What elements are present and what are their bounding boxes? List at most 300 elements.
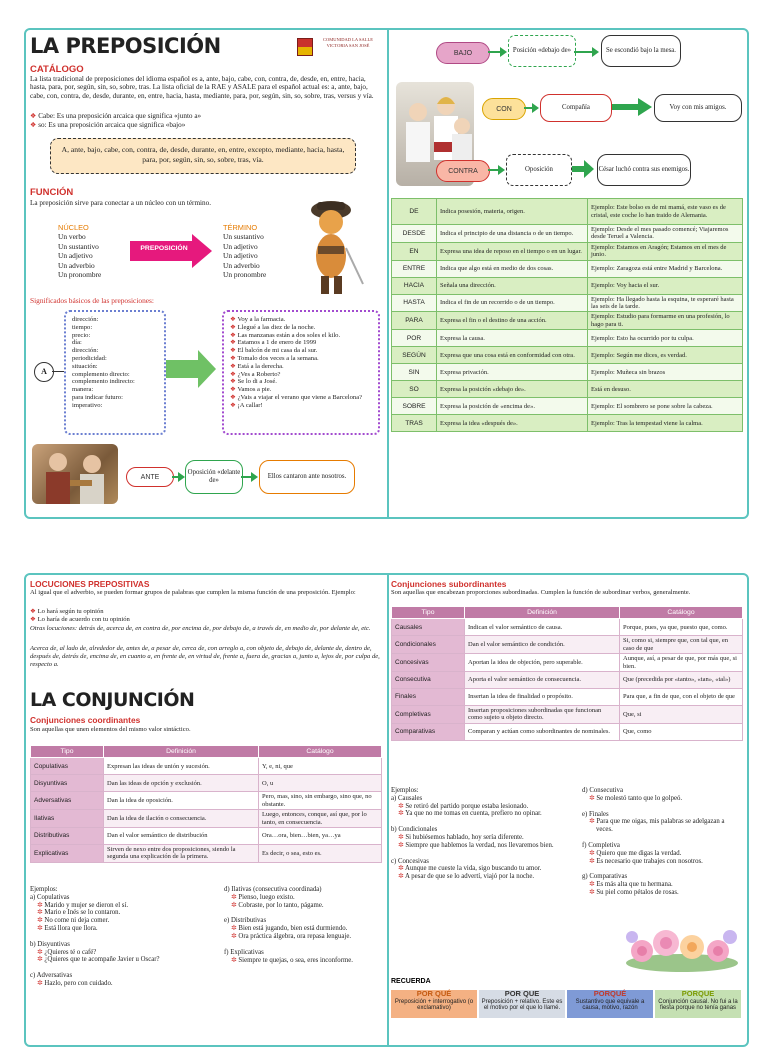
significados-right-box: ❖ Voy a la farmacia. ❖ Llegué a las diez de la noche. ❖ Las manzanas están a dos soles el kilo. ❖ Estamos a 1 de enero de 1999 ❖ El balcón de mi casa da al sur. ❖ Tomalo dos veces a la semana. ❖ Está a la derecha. ❖ ¿Ves a Roberto? ❖ Se lo di a José. ❖ Vamos a pie. ❖ ¿Vais a viajar el verano que viene a Barcelona? ❖ ¡A callar! bbox=[222, 310, 380, 435]
definicion-cell: Dan la idea de oposición. bbox=[104, 792, 259, 810]
arrow-icon bbox=[572, 160, 594, 178]
list-item bbox=[30, 925, 220, 933]
list-item bbox=[224, 957, 384, 965]
list-item: El balcón de mi casa da al sur. bbox=[237, 347, 318, 355]
asterisk-icon: ✲ bbox=[589, 857, 597, 865]
catalogo-cell: Porque, pues, ya que, puesto que, como. bbox=[620, 619, 743, 636]
connector-line bbox=[52, 371, 64, 372]
uso-cell: Expresa privación. bbox=[437, 364, 588, 381]
list-item bbox=[391, 842, 571, 850]
contra-meaning: Oposición bbox=[506, 154, 572, 186]
so-note: so: Es una preposición arcaica que significa «bajo» bbox=[38, 121, 186, 129]
preposicion-cell: HASTA bbox=[392, 294, 437, 312]
asterisk-icon: ✲ bbox=[589, 794, 597, 802]
preposicion-cell: SOBRE bbox=[392, 398, 437, 415]
catalogo-cell: Es decir, o sea, esto es. bbox=[259, 845, 382, 863]
preposicion-cell: PARA bbox=[392, 312, 437, 330]
list-item: dirección: bbox=[72, 347, 99, 355]
ejemplo-cell: Ejemplo: Zaragoza está entre Madrid y Barcelona. bbox=[588, 260, 743, 277]
definicion-cell: Insertan la idea de finalidad o propósito. bbox=[465, 689, 620, 706]
table-row bbox=[392, 312, 743, 330]
ejemplo-cell: Ejemplo: Muñeca sin brazos bbox=[588, 364, 743, 381]
asterisk-icon: ✲ bbox=[37, 901, 45, 909]
example-text: Si hubiésemos hablado, hoy sería diferente. bbox=[405, 833, 524, 841]
asterisk-icon: ✲ bbox=[589, 849, 597, 857]
ejemplo-cell: Ejemplo: Tras la tempestad viene la calma. bbox=[588, 415, 743, 432]
asterisk-icon: ✲ bbox=[398, 841, 406, 849]
arrow-icon bbox=[241, 476, 253, 478]
example-group bbox=[582, 842, 742, 865]
conjuncion-panel: LOCUCIONES PREPOSITIVAS Al igual que el adverbio, se pueden formar grupos de palabras que cumplen la misma función de una preposición. Ejemplo: ❖ Lo hará según tu opinión ❖ Lo haría de acuerdo con tu opinión Otras locuciones: detrás de, acerca de, en contra de, por encima de, por debajo de, a través de, en medio de, por delante de, etc. Acerca de, al lado de, alrededor de, antes de, a pesar de, cerca de, con arreglo a, con objeto de, debajo de, delante de, dentro de, después de, detrás de, encima de, en cuanto a, en frente de, en virtud de, frente a, fuera de, gracias a, junto a, lejos de, por culpa de, respecto a. LA CONJUNCIÓN Conjunciones coordinantes Son aquellas que unen elementos del mismo valor sintáctico. Tipo Definición Catálogo Copulativas Expresan las ideas de unión y sucesión. Y, e, ni, que Disyuntivas Dan las ideas de opción y exclusión. O, u Adversativas Dan la idea de oposición. Pero, mas, sino, sin embargo, sino que, no obstante. Ilativas Dan la idea de ilación o consecuencia. Luego, entonces, conque, así que, por lo tanto, en consecuencia. Distributivas Dan el valor semántico de distribución Ora…ora, bien…bien, ya…ya Explicativas Sirven de nexo entre dos proposiciones, siendo la segunda una explicación de la primera. Es decir, o sea, esto es. Ejemplos: a) Copulativas ✲ Marido y mujer se dieron el sí. ✲ Mario e Inés se lo contaron. ✲ No come ni deja comer. ✲ Está llora que llora. b) Disyuntivas ✲ ¿Quieres té o café? ✲ ¿Quieres que te acompañe Javier u Oscar? c) Adversativas ✲ Hazlo, pero con cuidado. d) Ilativas (consecutiva coordinada) ✲ Pienso, luego existo. ✲ Cobraste, por lo tanto, págame. e) Distributivas ✲ Bien está jugando, bien está durmiendo. ✲ Ora práctica álgebra, ora repasa lenguaje. f) Explicativas ✲ Siempre te quejas, o sea, eres inconforme. Conjunciones subordinantes Son aquellas que encabezan proporciones subordinadas. Cumplen la función de subordinar verbos, generalmente. Tipo Definición Catálogo Causales Indican el valor semántico de causa. Porque, pues, ya que, puesto que, como. Condicionales Dan el valor semántico de condición. Si, como si, siempre que, con tal que, en caso de que Concesivas Aportan la idea de objeción, pero superable. Aunque, así, a pesar de que, por más que, si bien. Consecutiva Aporta el valor semántico de consecuencia. Que (precedida por «tanto», «tan», «tal») Finales Insertan la idea de finalidad o propósito. Para que, a fin de que, con el objeto de que Completivas Insertan proposiciones subordinadas que funcionan como sujeto u objeto directo. Que, si Comparativas Comparan y actúan como subordinantes de nominales. Que, como Ejemplos: a) Causales ✲ Se retiró del partido porque estaba lesionado. ✲ Ya que no me tomas en cuenta, prefiero no opinar. b) Condicionales ✲ Si hubiésemos hablado, hoy sería diferente. ✲ Siempre que hablemos la verdad, nos llevaremos bien. c) Concesivas ✲ Aunque me cueste la vida, sigo buscando tu amor. ✲ A pesar de que se lo advertí, viajó por la noche. d) Consecutiva ✲ Se molestó tanto que lo golpeó. e) Finales ✲ Para que me oigas, mis palabras se adelgazan a veces. f) Completiva ✲ Quiero que me digas la verdad. ✲ Es necesario que trabajes con nosotros. g) Comparativas ✲ Es más alta que tu hermana. ✲ Su piel como pétalos de rosas. RECUERDA POR QUÉ Preposición + interrogativo (o exclamativo) POR QUE Preposición + relativo. Este es el motivo por el que lo llamé. PORQUÉ Sustantivo que equivale a causa, motivo, razón PORQUE Conjunción causal. No fui a la fiesta porque no tenía ganas bbox=[24, 573, 749, 1047]
catalogo-cell: Que, si bbox=[620, 706, 743, 724]
asterisk-icon: ✲ bbox=[37, 948, 45, 956]
example-group bbox=[582, 873, 742, 896]
example-heading: Ejemplos: bbox=[30, 886, 58, 893]
recuerda-heading: RECUERDA bbox=[391, 978, 431, 985]
recuerda-term: PORQUE bbox=[681, 989, 715, 998]
example-heading: b) Disyuntivas bbox=[30, 940, 70, 948]
list-item: complemento directo: bbox=[72, 370, 130, 378]
asterisk-icon: ✲ bbox=[37, 979, 45, 987]
preposicion-cell: EN bbox=[392, 242, 437, 260]
example-heading: a) Copulativas bbox=[30, 893, 70, 901]
table-row bbox=[392, 636, 743, 654]
catalogo-heading: CATÁLOGO bbox=[30, 64, 84, 75]
preposicion-cell: SEGÚN bbox=[392, 347, 437, 364]
funcion-text: La preposición sirve para conectar a un núcleo con un término. bbox=[30, 199, 212, 207]
list-item: Un adjetivo bbox=[58, 251, 93, 261]
list-item: complemento indirecto: bbox=[72, 378, 135, 386]
list-item: Llegué a las diez de la noche. bbox=[237, 323, 316, 331]
definicion-cell: Dan el valor semántico de condición. bbox=[465, 636, 620, 654]
preposicion-cell: SO bbox=[392, 381, 437, 398]
flowers-decoration bbox=[622, 925, 742, 973]
panel-divider bbox=[387, 575, 389, 1045]
definicion-cell: Expresan las ideas de unión y sucesión. bbox=[104, 758, 259, 775]
catalogo-cell: Si, como si, siempre que, con tal que, en caso de que bbox=[620, 636, 743, 654]
ante-meaning: Oposición «delante de» bbox=[185, 460, 243, 494]
ante-photo bbox=[32, 444, 118, 504]
table-row bbox=[392, 294, 743, 312]
tipo-cell: Adversativas bbox=[31, 792, 104, 810]
tipo-cell: Disyuntivas bbox=[31, 775, 104, 792]
arrow-icon bbox=[574, 51, 594, 53]
preposicion-panel bbox=[24, 28, 749, 519]
nucleo-heading: NÚCLEO bbox=[58, 223, 89, 232]
ejemplo-cell: Ejemplo: Este bolso es de mi mamá, este vaso es de cristal, este coche lo han traido de Alemania. bbox=[588, 199, 743, 225]
table-row bbox=[392, 689, 743, 706]
col-catalogo: Catálogo bbox=[620, 607, 743, 619]
example-group bbox=[582, 787, 742, 803]
ejemplo-cell: Ejemplo: Estudio para formarme en una profesión, lo hago para ti. bbox=[588, 312, 743, 330]
example-heading: Ejemplos: bbox=[391, 787, 419, 794]
list-item: situación: bbox=[72, 362, 98, 370]
recuerda-definition: Conjunción causal. No fui a la fiesta porque no tenía ganas bbox=[658, 998, 738, 1011]
a-circle: A bbox=[34, 362, 54, 382]
table-row bbox=[31, 758, 382, 775]
col-definicion: Definición bbox=[465, 607, 620, 619]
example-text: Quiero que me digas la verdad. bbox=[596, 849, 682, 857]
uso-cell: Expresa la posición de «encima de». bbox=[437, 398, 588, 415]
tipo-cell: Causales bbox=[392, 619, 465, 636]
table-row bbox=[31, 810, 382, 828]
asterisk-icon: ✲ bbox=[398, 873, 406, 881]
preposicion-cell: POR bbox=[392, 330, 437, 347]
ante-example: Ellos cantaron ante nosotros. bbox=[259, 460, 355, 494]
list-item: Un adjetivo bbox=[223, 241, 258, 251]
preposiciones-table bbox=[391, 198, 743, 432]
table-row bbox=[392, 347, 743, 364]
list-item bbox=[224, 925, 384, 933]
catalogo-cell: Que, como bbox=[620, 723, 743, 740]
uso-cell: Expresa una idea de reposo en el tiempo o en un lugar. bbox=[437, 242, 588, 260]
example-text: Para que me oigas, mis palabras se adelgazan a veces. bbox=[596, 818, 725, 834]
example-heading: e) Distributivas bbox=[224, 917, 267, 925]
example-text: Está llora que llora. bbox=[44, 924, 98, 932]
example-text: No come ni deja comer. bbox=[44, 917, 110, 925]
table-row bbox=[392, 672, 743, 689]
asterisk-icon: ✲ bbox=[589, 881, 597, 889]
example-group bbox=[224, 917, 384, 940]
table-row bbox=[392, 415, 743, 432]
school-name: COMUNIDAD LA SALLE VICTORIA SAN JOSÉ bbox=[323, 37, 373, 48]
list-item bbox=[30, 956, 220, 964]
col-tipo: Tipo bbox=[392, 607, 465, 619]
uso-cell: Expresa el fin o el destino de una acción. bbox=[437, 312, 588, 330]
green-arrow-icon bbox=[166, 348, 216, 390]
asterisk-icon: ✲ bbox=[231, 925, 239, 933]
example-heading: b) Condicionales bbox=[391, 826, 438, 834]
example-heading: d) Ilativas (consecutiva coordinada) bbox=[224, 886, 322, 893]
asterisk-icon: ✲ bbox=[398, 802, 406, 810]
catalogo-cell: Que (precedida por «tanto», «tan», «tal») bbox=[620, 672, 743, 689]
example-heading: f) Completiva bbox=[582, 841, 620, 849]
example-group bbox=[391, 858, 571, 881]
table-row bbox=[31, 775, 382, 792]
arrow-icon bbox=[488, 51, 502, 53]
uso-cell: Expresa la idea «después de». bbox=[437, 415, 588, 432]
recuerda-term: POR QUÉ bbox=[416, 989, 452, 998]
table-row bbox=[392, 199, 743, 225]
asterisk-icon: ✲ bbox=[398, 833, 406, 841]
locuciones-heading: LOCUCIONES PREPOSITIVAS bbox=[30, 579, 150, 589]
list-item: Un sustantivo bbox=[223, 232, 264, 242]
ante-word: ANTE bbox=[126, 467, 174, 487]
tipo-cell: Ilativas bbox=[31, 810, 104, 828]
col-catalogo: Catálogo bbox=[259, 746, 382, 758]
subordinantes-ejemplos-left bbox=[391, 787, 571, 889]
table-row bbox=[392, 654, 743, 672]
asterisk-icon: ✲ bbox=[231, 932, 239, 940]
definicion-cell: Dan el valor semántico de distribución bbox=[104, 828, 259, 845]
example-heading: a) Causales bbox=[391, 794, 423, 802]
table-row bbox=[392, 706, 743, 724]
otras-locuciones: Otras locuciones: detrás de, acerca de, en contra de, por encima de, por debajo de, a través de, en medio de, por delante de, etc. bbox=[30, 625, 371, 632]
list-item bbox=[582, 889, 742, 897]
list-item: Está a la derecha. bbox=[237, 362, 284, 370]
arrow-icon bbox=[524, 107, 534, 109]
table-row bbox=[31, 828, 382, 845]
tipo-cell: Condicionales bbox=[392, 636, 465, 654]
tipo-cell: Completivas bbox=[392, 706, 465, 724]
col-tipo: Tipo bbox=[31, 746, 104, 758]
ejemplo-cell: Ejemplo: El sombrero se pone sobre la cabeza. bbox=[588, 398, 743, 415]
list-item: Las manzanas están a dos soles el kilo. bbox=[237, 331, 341, 339]
definicion-cell: Dan las ideas de opción y exclusión. bbox=[104, 775, 259, 792]
list-item bbox=[582, 881, 742, 889]
ejemplo-cell: Ejemplo: Según me dices, es verdad. bbox=[588, 347, 743, 364]
table-row bbox=[392, 723, 743, 740]
table-row bbox=[392, 364, 743, 381]
example-text: Se molestó tanto que lo golpeó. bbox=[596, 794, 683, 802]
table-row bbox=[392, 398, 743, 415]
list-item bbox=[30, 980, 220, 988]
coordinantes-text: Son aquellas que unen elementos del mismo valor sintáctico. bbox=[30, 726, 191, 733]
example-heading: g) Comparativas bbox=[582, 873, 628, 881]
catalogo-cell: Ora…ora, bien…bien, ya…ya bbox=[259, 828, 382, 845]
ejemplo-cell: Está en desuso. bbox=[588, 381, 743, 398]
example-text: Bien está jugando, bien está durmiendo. bbox=[238, 925, 348, 933]
significados-heading: Significados básicos de las preposiciones: bbox=[30, 296, 154, 305]
example-text: ¿Quieres que te acompañe Javier u Oscar? bbox=[44, 956, 160, 964]
significados-left-box bbox=[64, 310, 166, 435]
tipo-cell: Explicativas bbox=[31, 845, 104, 863]
recuerda-definition: Preposición + interrogativo (o exclamativo) bbox=[394, 998, 474, 1011]
example-text: Marido y mujer se dieron el sí. bbox=[44, 901, 129, 909]
ejemplo-cell: Ejemplo: Voy hacia el sur. bbox=[588, 277, 743, 294]
example-text: Su piel como pétalos de rosas. bbox=[596, 888, 679, 896]
example-text: Hazlo, pero con cuidado. bbox=[44, 979, 113, 987]
asterisk-icon: ✲ bbox=[231, 893, 239, 901]
example-heading: c) Adversativas bbox=[30, 972, 73, 980]
conjuncion-title: LA CONJUNCIÓN bbox=[30, 689, 195, 711]
ejemplo-cell: Ejemplo: Esto ha ocurrido por tu culpa. bbox=[588, 330, 743, 347]
list-item: periodicidad: bbox=[72, 354, 107, 362]
asterisk-icon: ✲ bbox=[37, 917, 45, 925]
subordinantes-ejemplos-right bbox=[582, 787, 742, 905]
list-item: imperativo: bbox=[72, 401, 103, 409]
example-text: Es necesario que trabajes con nosotros. bbox=[596, 857, 703, 865]
definicion-cell: Insertan proposiciones subordinadas que funcionan como sujeto u objeto directo. bbox=[465, 706, 620, 724]
example-text: Cobraste, por lo tanto, págame. bbox=[238, 901, 324, 909]
list-item: Un adjetivo bbox=[223, 251, 258, 261]
school-shield-icon bbox=[297, 38, 313, 56]
recuerda-cell bbox=[655, 990, 741, 1018]
example-group bbox=[391, 826, 571, 849]
termino-list bbox=[223, 223, 266, 279]
example-text: Mario e Inés se lo contaron. bbox=[44, 909, 121, 917]
recuerda-box bbox=[391, 978, 743, 1030]
list-item bbox=[224, 894, 384, 902]
uso-cell: Indica el principio de una distancia o de un tiempo. bbox=[437, 225, 588, 243]
example-text: Aunque me cueste la vida, sigo buscando tu amor. bbox=[405, 865, 542, 873]
table-row bbox=[392, 381, 743, 398]
recuerda-term: POR QUE bbox=[504, 989, 540, 998]
table-row bbox=[392, 260, 743, 277]
list-item: ¡A callar! bbox=[237, 401, 263, 409]
table-row bbox=[31, 792, 382, 810]
uso-cell: Indica que algo está en medio de dos cosas. bbox=[437, 260, 588, 277]
recuerda-cell bbox=[567, 990, 653, 1018]
catalogo-cell: Aunque, así, a pesar de que, por más que, si bien. bbox=[620, 654, 743, 672]
uso-cell: Expresa que una cosa está en conformidad con otra. bbox=[437, 347, 588, 364]
locuciones-example: Lo haría de acuerdo con tu opinión bbox=[37, 616, 130, 623]
locuciones-text: Al igual que el adverbio, se pueden formar grupos de palabras que cumplen la misma función de una preposición. Ejemplo: bbox=[30, 589, 356, 596]
asterisk-icon: ✲ bbox=[37, 909, 45, 917]
example-group bbox=[224, 886, 384, 909]
cat-illustration bbox=[291, 188, 369, 298]
catalogo-cell: Y, e, ni, que bbox=[259, 758, 382, 775]
table-row bbox=[392, 225, 743, 243]
list-item: para indicar futuro: bbox=[72, 393, 123, 401]
arrow-icon bbox=[172, 476, 180, 478]
uso-cell: Expresa la causa. bbox=[437, 330, 588, 347]
tipo-cell: Consecutiva bbox=[392, 672, 465, 689]
list-item: Un verbo bbox=[58, 232, 86, 242]
recuerda-definition: Preposición + relativo. Este es el motivo por el que lo llamé. bbox=[481, 998, 563, 1011]
list-item bbox=[391, 873, 571, 881]
preposicion-cell: DE bbox=[392, 199, 437, 225]
catalogo-box: A, ante, bajo, cabe, con, contra, de, desde, durante, en, entre, excepto, mediante, hacia, hasta, para, por, según, sin, so, sobre, tras, vía. bbox=[50, 138, 356, 174]
coordinantes-table bbox=[30, 745, 382, 863]
list-item: ¿Vais a viajar el verano que viene a Barcelona? bbox=[237, 393, 363, 401]
example-text: Pienso, luego existo. bbox=[238, 893, 295, 901]
preposicion-cell: ENTRE bbox=[392, 260, 437, 277]
example-text: Ya que no me tomas en cuenta, prefiero no opinar. bbox=[405, 810, 542, 818]
tipo-cell: Copulativas bbox=[31, 758, 104, 775]
example-group bbox=[30, 972, 220, 988]
catalogo-cell: Luego, entonces, conque, así que, por lo tanto, en consecuencia. bbox=[259, 810, 382, 828]
preposicion-cell: SIN bbox=[392, 364, 437, 381]
preposicion-cell: DESDE bbox=[392, 225, 437, 243]
example-text: Siempre te quejas, o sea, eres inconforme. bbox=[238, 956, 353, 964]
subordinantes-table bbox=[391, 606, 743, 741]
table-row bbox=[31, 845, 382, 863]
contra-word: CONTRA bbox=[436, 160, 490, 182]
list-item: Voy a la farmacia. bbox=[237, 316, 286, 323]
example-group bbox=[582, 811, 742, 834]
definicion-cell: Dan la idea de ilación o consecuencia. bbox=[104, 810, 259, 828]
example-text: Ora práctica álgebra, ora repasa lenguaje. bbox=[238, 932, 352, 940]
funcion-heading: FUNCIÓN bbox=[30, 187, 74, 198]
asterisk-icon: ✲ bbox=[589, 888, 597, 896]
list-item: Vamos a pie. bbox=[237, 386, 272, 394]
preposicion-arrow-label: PREPOSICIÓN bbox=[140, 245, 188, 252]
example-heading: c) Concesivas bbox=[391, 857, 429, 865]
list-item bbox=[30, 917, 220, 925]
ejemplo-cell: Ejemplo: Ha llegado hasta la esquina, te esperaré hasta las seis de la tarde. bbox=[588, 294, 743, 312]
list-item: Se lo di a José. bbox=[237, 378, 277, 386]
list-item: ¿Ves a Roberto? bbox=[237, 370, 281, 378]
catalogo-text: La lista tradicional de preposiciones del idioma español es a, ante, bajo, cabe, con, contra, de, desde, en, entre, hacia, hasta, para, por, según, sin, so, sobre, tras. La lista oficial de la RAE y ASALE para el español actual es: a, ante, bajo, cabe, con, contra, de, desde, durante, en, entre, hacia, hasta, mediante, para, por, según, sin, so, sobre, tras, versus y vía. bbox=[30, 75, 374, 100]
example-group bbox=[224, 949, 384, 965]
tipo-cell: Distributivas bbox=[31, 828, 104, 845]
con-example: Voy con mis amigos. bbox=[654, 94, 742, 122]
recuerda-cell bbox=[479, 990, 565, 1018]
bullet-icon: ❖ bbox=[30, 112, 37, 120]
example-text: Siempre que hablemos la verdad, nos llevaremos bien. bbox=[405, 841, 554, 849]
bajo-meaning: Posición «debajo de» bbox=[508, 35, 576, 67]
asterisk-icon: ✲ bbox=[37, 956, 45, 964]
asterisk-icon: ✲ bbox=[231, 956, 239, 964]
definicion-cell: Comparan y actúan como subordinantes de nominales. bbox=[465, 723, 620, 740]
table-row bbox=[392, 330, 743, 347]
panel-divider bbox=[387, 30, 389, 517]
table-row bbox=[392, 619, 743, 636]
list-item: precio: bbox=[72, 331, 91, 339]
list-item: manera: bbox=[72, 386, 94, 394]
list-item: Un adverbio bbox=[58, 260, 95, 270]
list-item bbox=[582, 795, 742, 803]
definicion-cell: Sirven de nexo entre dos proposiciones, siendo la segunda una explicación de la primera. bbox=[104, 845, 259, 863]
subordinantes-text: Son aquellas que encabezan proporciones subordinadas. Cumplen la función de subordinar verbos, generalmente. bbox=[391, 589, 691, 596]
bajo-example: Se escondió bajo la mesa. bbox=[601, 35, 681, 67]
list-item bbox=[391, 834, 571, 842]
tipo-cell: Finales bbox=[392, 689, 465, 706]
asterisk-icon: ✲ bbox=[37, 924, 45, 932]
example-group bbox=[30, 941, 220, 964]
list-item: Un pronombre bbox=[58, 270, 102, 280]
bullet-icon: ❖ bbox=[30, 121, 37, 129]
example-group bbox=[30, 886, 220, 894]
tipo-cell: Comparativas bbox=[392, 723, 465, 740]
uso-cell: Indica posesión, materia, origen. bbox=[437, 199, 588, 225]
page-title: LA PREPOSICIÓN bbox=[30, 34, 221, 58]
cabe-note: Cabe: Es una preposición arcaica que significa «junto a» bbox=[38, 112, 202, 120]
coordinantes-heading: Conjunciones coordinantes bbox=[30, 715, 141, 725]
example-group bbox=[30, 894, 220, 933]
asterisk-icon: ✲ bbox=[398, 810, 406, 818]
preposicion-cell: TRAS bbox=[392, 415, 437, 432]
bajo-word: BAJO bbox=[436, 42, 490, 64]
locuciones-lista: Acerca de, al lado de, alrededor de, antes de, a pesar de, cerca de, con arreglo a, con objeto de, debajo de, delante de, dentro de, después de, detrás de, encima de, en cuanto a, en frente de, en virtud de, frente a, fuera de, gracias a, junto a, lejos de, por culpa de, respecto a. bbox=[30, 645, 380, 668]
recuerda-cell bbox=[391, 990, 477, 1018]
example-group bbox=[391, 795, 571, 818]
locuciones-example: Lo hará según tu opinión bbox=[37, 608, 104, 615]
list-item: Un sustantivo bbox=[58, 241, 99, 251]
subordinantes-heading: Conjunciones subordinantes bbox=[391, 579, 507, 589]
termino-heading: TÉRMINO bbox=[223, 223, 258, 232]
list-item: Un pronombre bbox=[223, 270, 267, 280]
example-group bbox=[391, 787, 571, 795]
example-heading: d) Consecutiva bbox=[582, 787, 623, 794]
uso-cell: Expresa la posición «debajo de». bbox=[437, 381, 588, 398]
example-heading: e) Finales bbox=[582, 810, 609, 818]
list-item: dirección: bbox=[72, 316, 99, 323]
tipo-cell: Concesivas bbox=[392, 654, 465, 672]
nucleo-list bbox=[58, 223, 101, 279]
catalogo-cell: O, u bbox=[259, 775, 382, 792]
list-item bbox=[224, 902, 384, 910]
definicion-cell: Aporta el valor semántico de consecuencia. bbox=[465, 672, 620, 689]
example-text: Es más alta que tu hermana. bbox=[596, 881, 673, 889]
definicion-cell: Aportan la idea de objeción, pero superable. bbox=[465, 654, 620, 672]
example-text: Se retiró del partido porque estaba lesionado. bbox=[405, 802, 529, 810]
list-item: Estamos a 1 de enero de 1999 bbox=[237, 339, 317, 347]
asterisk-icon: ✲ bbox=[589, 818, 597, 826]
list-item: día: bbox=[72, 339, 82, 347]
coordinantes-ejemplos-right bbox=[224, 886, 384, 972]
con-meaning: Compañía bbox=[540, 94, 612, 122]
ejemplo-cell: Ejemplo: Desde el mes pasado comencé; Viajaremos desde Teruel a Valencia. bbox=[588, 225, 743, 243]
list-item: Un adverbio bbox=[223, 260, 260, 270]
contra-example: César luchó contra sus enemigos. bbox=[597, 154, 691, 186]
arrow-icon bbox=[612, 98, 652, 116]
col-definicion: Definición bbox=[104, 746, 259, 758]
example-heading: f) Explicativas bbox=[224, 948, 264, 956]
example-text: A pesar de que se lo advertí, viajó por la noche. bbox=[405, 873, 535, 881]
uso-cell: Indica el fin de un recorrido o de un tiempo. bbox=[437, 294, 588, 312]
